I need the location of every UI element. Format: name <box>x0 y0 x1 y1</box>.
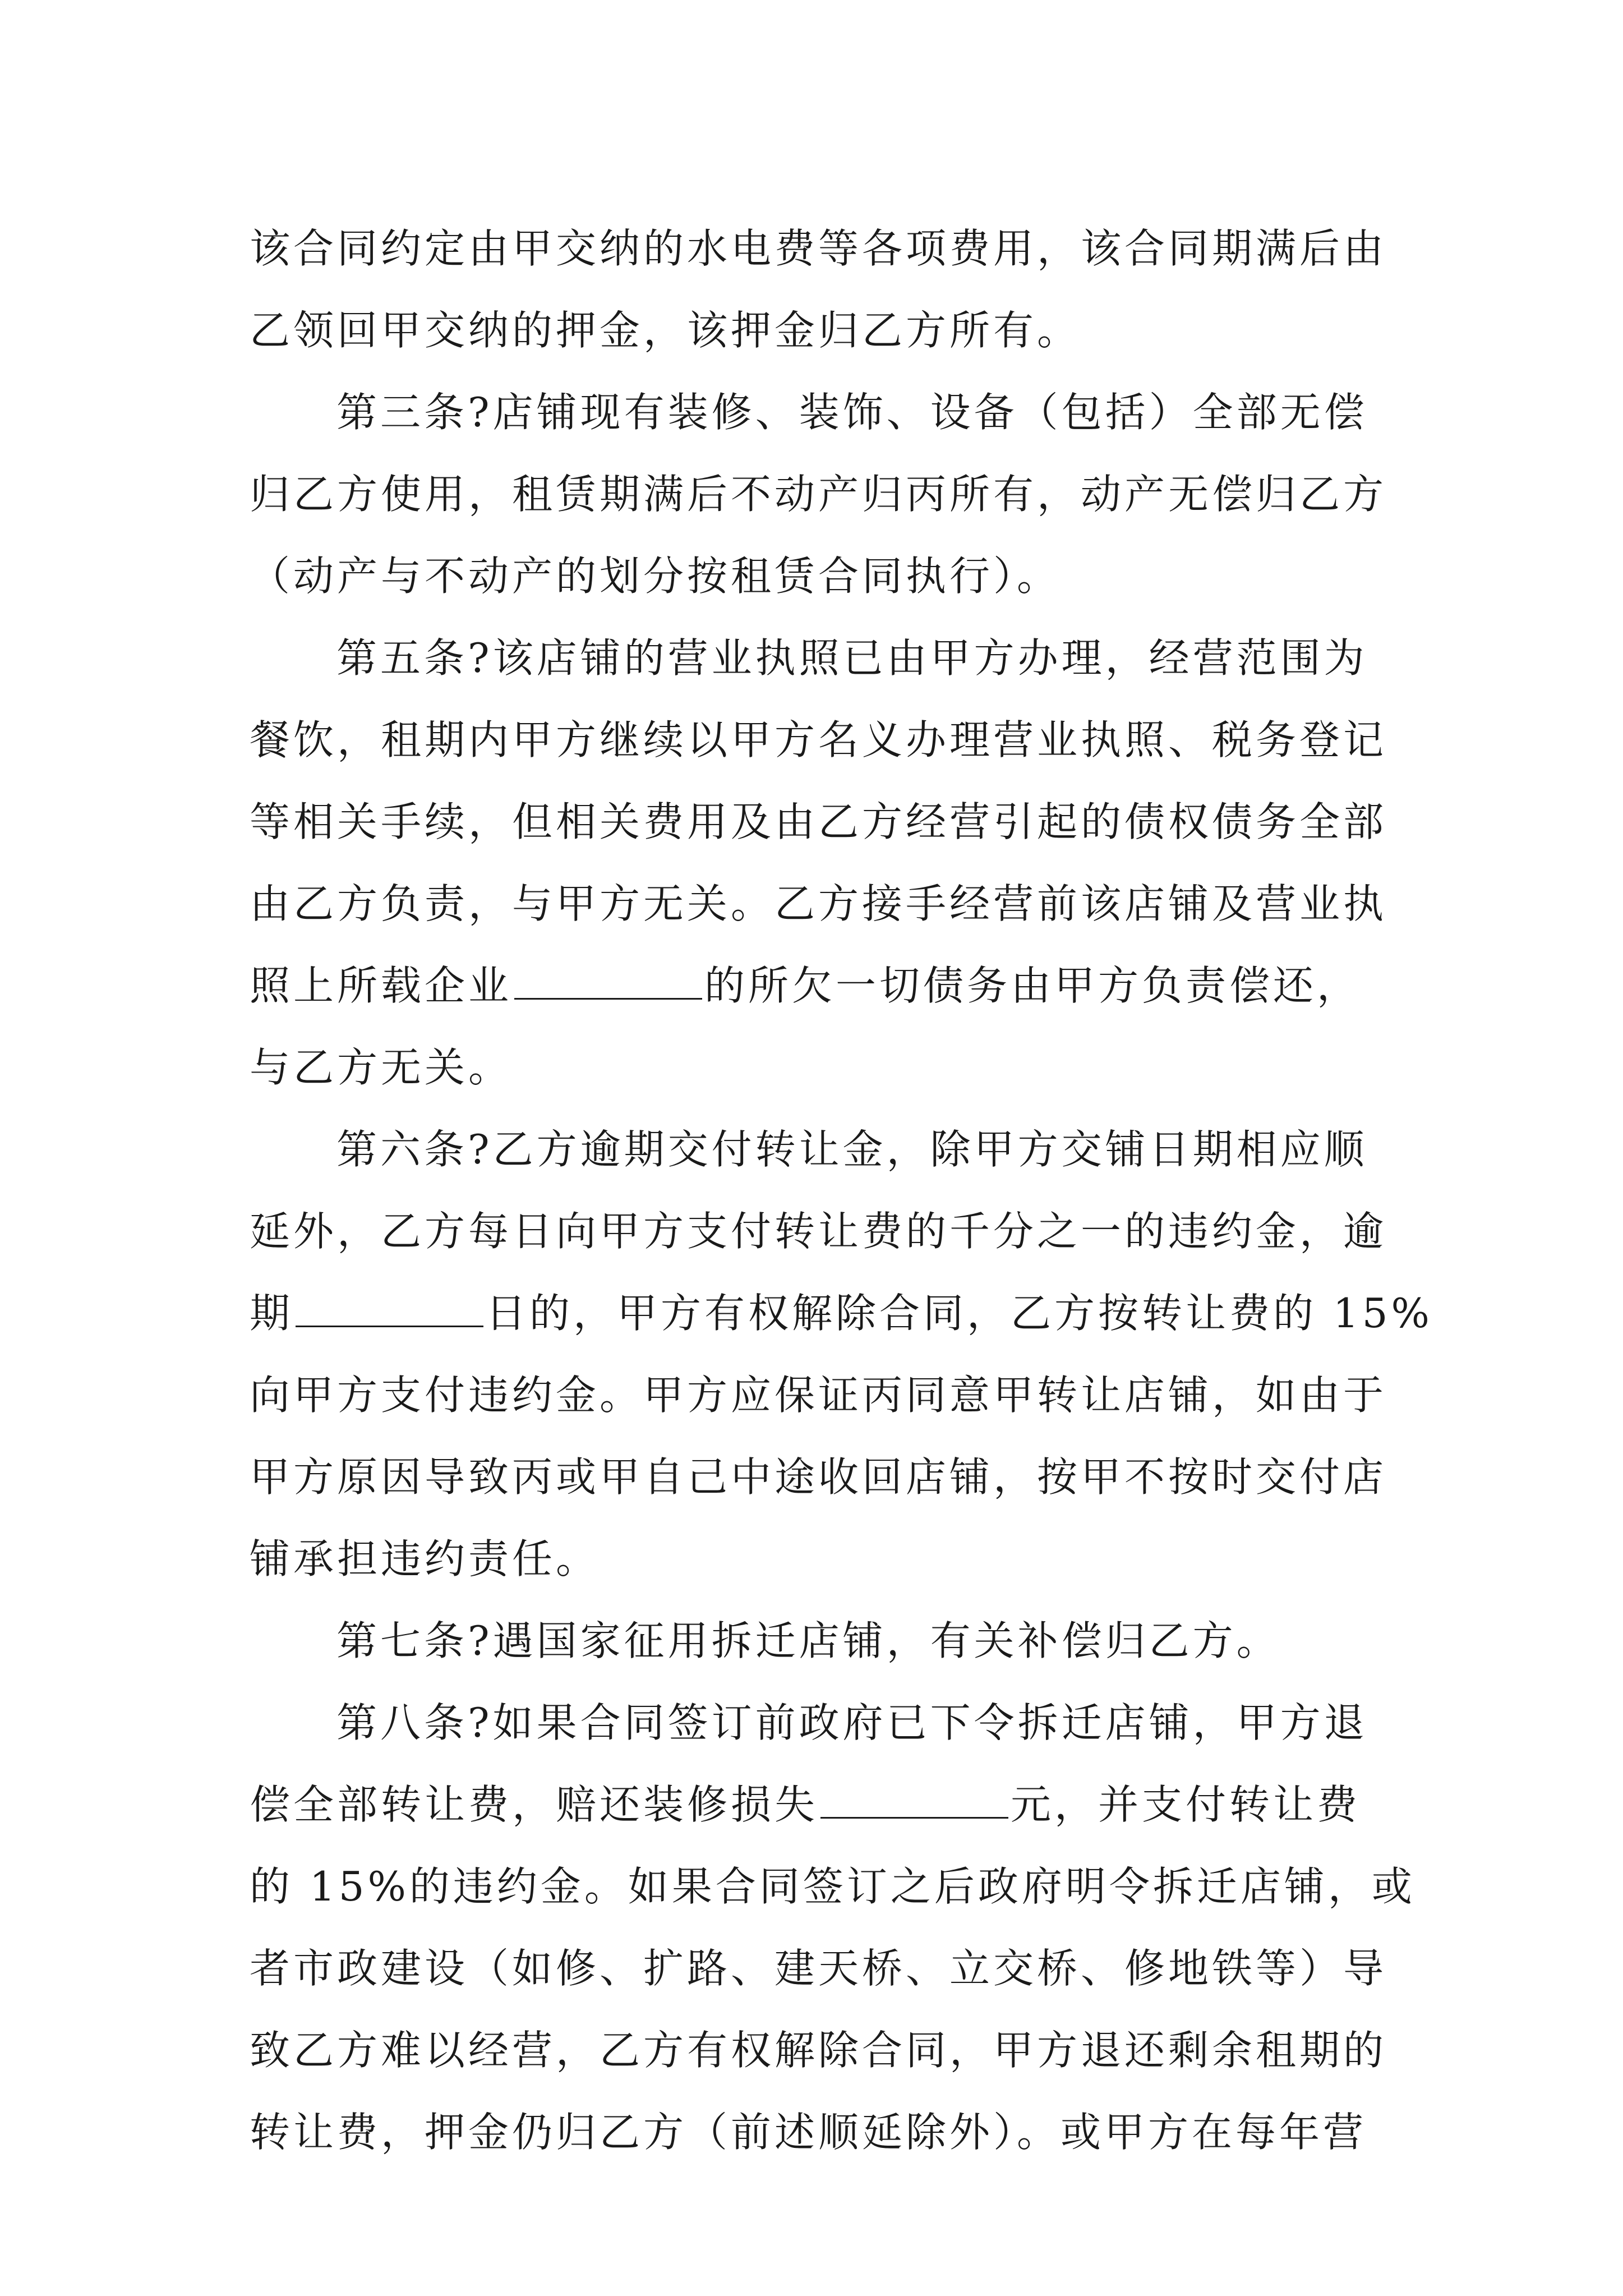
text-segment: 照上所载企业 <box>250 962 513 1009</box>
text-line: 第五条?该店铺的营业执照已由甲方办理，经营范围为 <box>336 634 1368 682</box>
text-line: 等相关手续，但相关费用及由乙方经营引起的债权债务全部 <box>250 798 1387 845</box>
text-line: 的 15%的违约金。如果合同签订之后政府明令拆迁店铺，或 <box>250 1863 1415 1910</box>
fill-in-blank[interactable] <box>820 1783 1008 1819</box>
paragraph-article-8 <box>250 1682 1427 2173</box>
paragraph-article-3 <box>250 371 1427 617</box>
text-line: （动产与不动产的划分按租赁合同执行）。 <box>250 553 1061 600</box>
text-line: 者市政建设（如修、扩路、建天桥、立交桥、修地铁等）导 <box>250 1945 1387 1992</box>
text-line <box>250 1764 1427 1846</box>
text-line <box>250 1272 1433 1354</box>
text-segment: 日的，甲方有权解除合同，乙方按转让费的 15% <box>486 1290 1433 1337</box>
paragraph-article-6 <box>250 1108 1433 1600</box>
text-segment: 偿全部转让费，赔还装修损失 <box>250 1781 819 1828</box>
text-line: 甲方原因导致丙或甲自己中途收回店铺，按甲不按时交付店 <box>250 1453 1387 1501</box>
text-line: 归乙方使用，租赁期满后不动产归丙所有，动产无偿归乙方 <box>250 471 1387 518</box>
text-line <box>250 945 1427 1027</box>
text-line: 向甲方支付违约金。甲方应保证丙同意甲转让店铺，如由于 <box>250 1372 1387 1419</box>
text-line: 乙领回甲交纳的押金，该押金归乙方所有。 <box>250 307 1081 354</box>
paragraph <box>250 208 1427 371</box>
paragraph-article-5 <box>250 617 1427 1108</box>
text-line: 第三条?店铺现有装修、装饰、设备（包括）全部无偿 <box>336 389 1368 436</box>
text-line: 餐饮，租期内甲方继续以甲方名义办理营业执照、税务登记 <box>250 716 1387 763</box>
fill-in-blank[interactable] <box>514 964 702 1000</box>
text-segment: 元，并支付转让费 <box>1011 1781 1361 1828</box>
document-body <box>250 208 1433 2173</box>
text-line: 第七条?遇国家征用拆迁店铺，有关补偿归乙方。 <box>336 1617 1280 1664</box>
paragraph-article-7 <box>250 1600 1427 1682</box>
text-segment: 的所欠一切债务由甲方负责偿还， <box>704 962 1361 1009</box>
text-line: 与乙方无关。 <box>250 1044 513 1091</box>
text-line: 第六条?乙方逾期交付转让金，除甲方交铺日期相应顺 <box>336 1126 1368 1173</box>
fill-in-blank[interactable] <box>296 1292 483 1327</box>
text-line: 转让费，押金仍归乙方（前述顺延除外）。或甲方在每年营 <box>250 2109 1367 2156</box>
text-line: 第八条?如果合同签订前政府已下令拆迁店铺，甲方退 <box>336 1699 1368 1746</box>
text-line: 延外，乙方每日向甲方支付转让费的千分之一的违约金，逾 <box>250 1208 1387 1255</box>
text-line: 致乙方难以经营，乙方有权解除合同，甲方退还剩余租期的 <box>250 2027 1387 2074</box>
text-segment: 期 <box>250 1290 294 1337</box>
text-line: 铺承担违约责任。 <box>250 1535 600 1582</box>
text-line: 该合同约定由甲交纳的水电费等各项费用，该合同期满后由 <box>250 225 1387 272</box>
text-line: 由乙方负责，与甲方无关。乙方接手经营前该店铺及营业执 <box>250 880 1387 927</box>
